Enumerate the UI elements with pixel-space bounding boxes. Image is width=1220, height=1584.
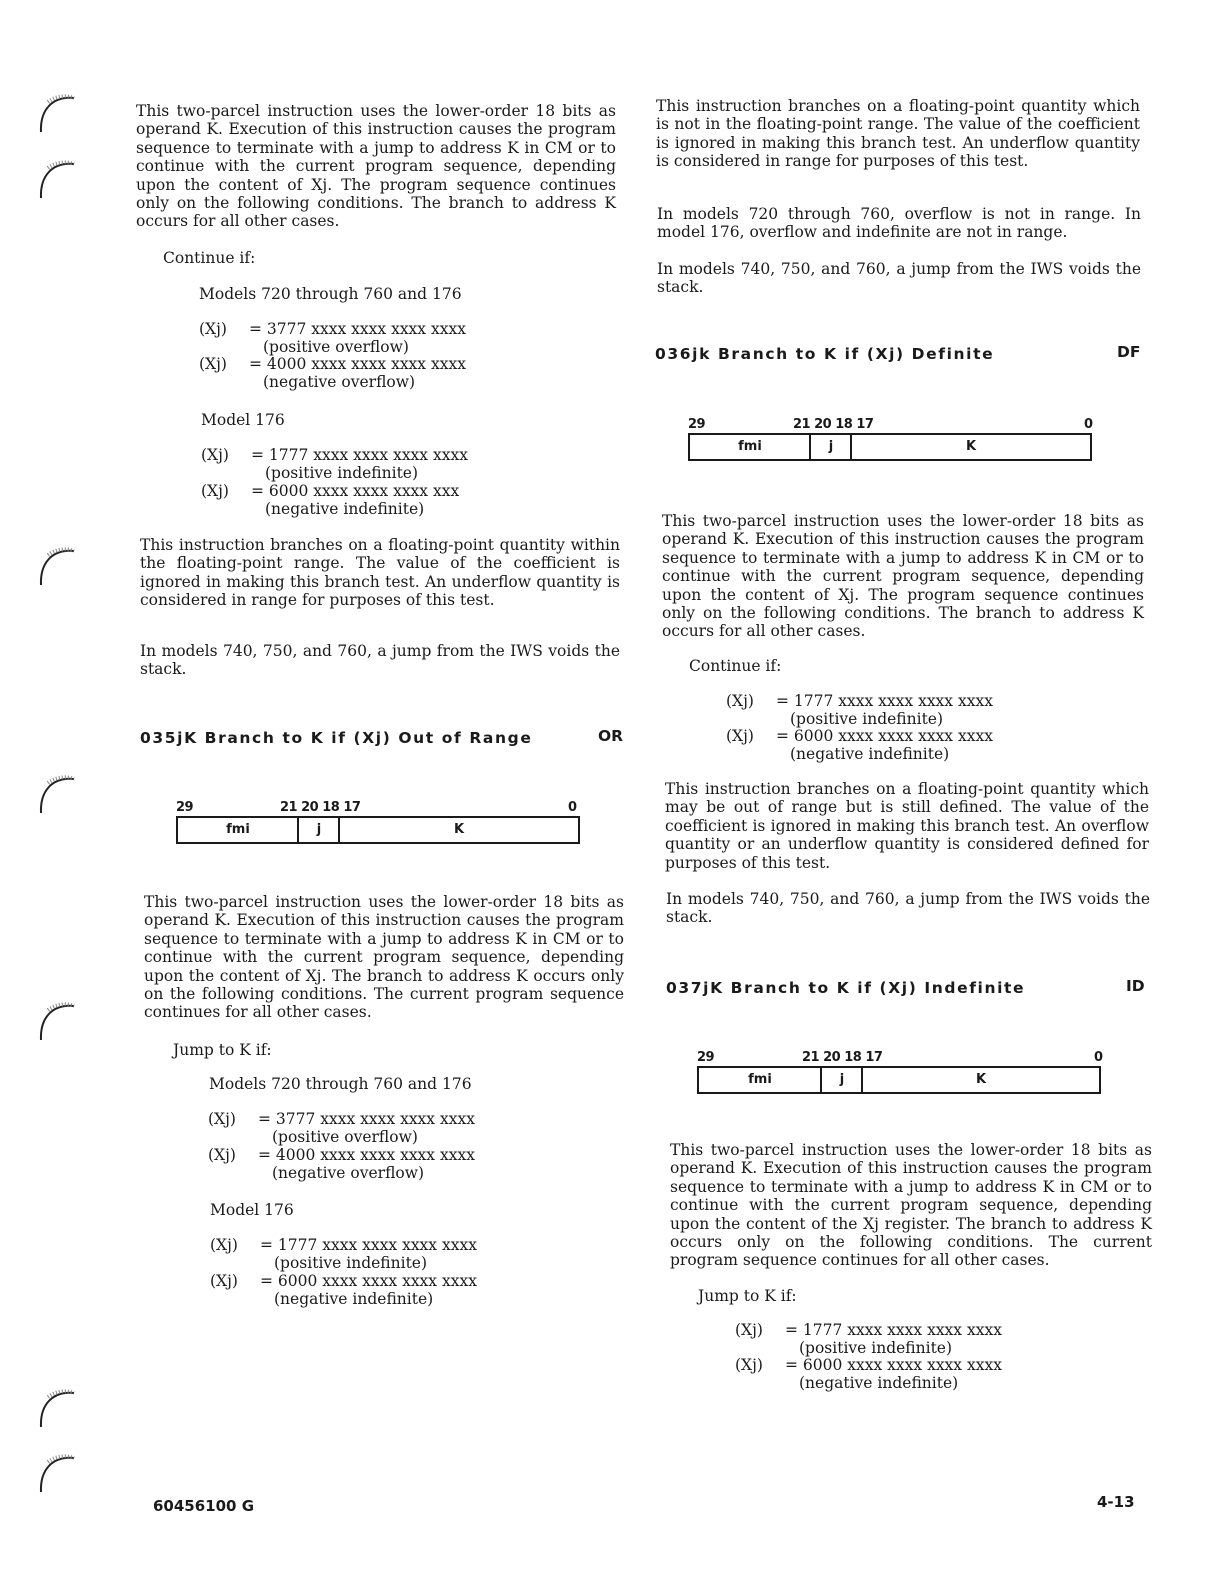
instruction-format-diagram	[688, 417, 1092, 465]
bit-label: 0	[1094, 1050, 1103, 1065]
section-heading: 037jK Branch to K if (Xj) Indefinite	[666, 979, 1026, 997]
continue-if-label: Continue if:	[163, 249, 256, 267]
mnemonic-code: ID	[1126, 977, 1145, 995]
jump-if-label: Jump to K if:	[698, 1287, 797, 1305]
condition-note: (positive indefinite)	[274, 1253, 428, 1272]
binder-hole-mark	[38, 158, 78, 200]
xj-label: (Xj)	[208, 1110, 236, 1128]
document-number: 60456100 G	[153, 1497, 255, 1515]
paragraph: This instruction branches on a floating-point quantity which may be out of range but is still defined. The value of the coefficient is ignored in making this branch test. An overflow quantity or an underflow quantity is considered defined for purposes of this test.	[665, 780, 1149, 872]
condition-value: = 6000 xxxx xxxx xxxx xxxx	[785, 1356, 1002, 1374]
xj-label: (Xj)	[199, 320, 227, 338]
jump-if-label: Jump to K if:	[173, 1041, 272, 1059]
binder-hole-mark	[38, 1000, 78, 1042]
model-label: Model 176	[210, 1201, 294, 1219]
k-field: K	[965, 439, 977, 454]
xj-label: (Xj)	[199, 355, 227, 373]
bit-label: 29	[697, 1050, 715, 1065]
condition-note: (negative indefinite)	[265, 499, 425, 518]
xj-label: (Xj)	[201, 482, 229, 500]
format-box	[176, 816, 580, 844]
models-label: Models 720 through 760 and 176	[199, 285, 462, 303]
j-field: j	[839, 1072, 845, 1087]
condition-note: (negative indefinite)	[799, 1373, 959, 1392]
format-box	[688, 433, 1092, 461]
xj-label: (Xj)	[210, 1272, 238, 1290]
j-field: j	[828, 439, 834, 454]
binder-hole-mark	[38, 1387, 78, 1429]
j-field: j	[316, 822, 322, 837]
condition-note: (negative overflow)	[272, 1163, 425, 1182]
xj-label: (Xj)	[201, 446, 229, 464]
k-field: K	[975, 1072, 987, 1087]
bit-label: 29	[176, 800, 194, 815]
paragraph: In models 740, 750, and 760, a jump from the IWS voids the stack.	[666, 890, 1150, 927]
bit-label: 21 20 18 17	[280, 800, 361, 815]
condition-note: (negative indefinite)	[790, 744, 950, 763]
instruction-format-diagram	[176, 800, 580, 848]
paragraph: In models 740, 750, and 760, a jump from the IWS voids the stack.	[140, 642, 620, 679]
paragraph: This two-parcel instruction uses the lower-order 18 bits as operand K. Execution of this instruction causes the program sequence to terminate with a jump to address K in CM or to continue with the current program sequence, depending upon the content of the Xj register. The branch to address K occurs only on the following conditions. The current program sequence continues for all other cases.	[670, 1141, 1152, 1270]
condition-value: = 4000 xxxx xxxx xxxx xxxx	[258, 1146, 475, 1164]
binder-hole-mark	[38, 1452, 78, 1494]
condition-note: (positive indefinite)	[799, 1338, 953, 1357]
bit-label: 29	[688, 417, 706, 432]
model-label: Model 176	[201, 411, 285, 429]
section-heading: 035jK Branch to K if (Xj) Out of Range	[140, 729, 533, 747]
condition-value: = 6000 xxxx xxxx xxxx xxx	[251, 482, 460, 500]
condition-note: (positive overflow)	[272, 1127, 418, 1146]
condition-value: = 3777 xxxx xxxx xxxx xxxx	[258, 1110, 475, 1128]
condition-note: (positive overflow)	[263, 337, 409, 356]
fmi-field: fmi	[226, 822, 250, 837]
section-heading: 036jk Branch to K if (Xj) Definite	[655, 345, 995, 363]
paragraph: This two-parcel instruction uses the lower-order 18 bits as operand K. Execution of this instruction causes the program sequence to terminate with a jump to address K in CM or to continue with the current program sequence, depending upon the content of Xj. The branch to address K occurs only on the following conditions. The current program sequence continues for all other cases.	[144, 893, 624, 1022]
condition-value: = 3777 xxxx xxxx xxxx xxxx	[249, 320, 466, 338]
condition-note: (positive indefinite)	[265, 463, 419, 482]
condition-note: (negative overflow)	[263, 372, 416, 391]
condition-note: (positive indefinite)	[790, 709, 944, 728]
bit-label: 0	[1084, 417, 1093, 432]
models-label: Models 720 through 760 and 176	[209, 1075, 472, 1093]
bit-label: 0	[568, 800, 577, 815]
binder-hole-mark	[38, 545, 78, 587]
paragraph: This two-parcel instruction uses the lower-order 18 bits as operand K. Execution of this instruction causes the program sequence to terminate with a jump to address K in CM or to continue with the current program sequence, depending upon the content of Xj. The program sequence continues only on the following conditions. The branch to address K occurs for all other cases.	[662, 512, 1144, 641]
condition-value: = 1777 xxxx xxxx xxxx xxxx	[776, 692, 993, 710]
condition-value: = 4000 xxxx xxxx xxxx xxxx	[249, 355, 466, 373]
continue-if-label: Continue if:	[689, 657, 782, 675]
xj-label: (Xj)	[726, 727, 754, 745]
paragraph: This instruction branches on a floating-point quantity within the floating-point range. The value of the coefficient is ignored in making this branch test. An underflow quantity is considered in range for purposes of this test.	[140, 536, 620, 610]
binder-hole-mark	[38, 92, 78, 134]
xj-label: (Xj)	[210, 1236, 238, 1254]
xj-label: (Xj)	[726, 692, 754, 710]
fmi-field: fmi	[748, 1072, 772, 1087]
xj-label: (Xj)	[208, 1146, 236, 1164]
k-field: K	[453, 822, 465, 837]
format-box	[697, 1066, 1101, 1094]
condition-note: (negative indefinite)	[274, 1289, 434, 1308]
paragraph: This two-parcel instruction uses the lower-order 18 bits as operand K. Execution of this instruction causes the program sequence to terminate with a jump to address K in CM or to continue with the current program sequence, depending upon the content of Xj. The program sequence continues only on the following conditions. The branch to address K occurs for all other cases.	[136, 102, 616, 231]
xj-label: (Xj)	[735, 1321, 763, 1339]
bit-label: 21 20 18 17	[802, 1050, 883, 1065]
page-number: 4-13	[1097, 1493, 1135, 1511]
condition-value: = 1777 xxxx xxxx xxxx xxxx	[785, 1321, 1002, 1339]
mnemonic-code: DF	[1117, 343, 1141, 361]
paragraph: This instruction branches on a floating-point quantity which is not in the floating-point range. The value of the coefficient is ignored in making this branch test. An underflow quantity is considered in range for purposes of this test.	[656, 97, 1140, 171]
mnemonic-code: OR	[598, 727, 624, 745]
fmi-field: fmi	[738, 439, 762, 454]
instruction-format-diagram	[697, 1050, 1101, 1098]
binder-hole-mark	[38, 773, 78, 815]
paragraph: In models 740, 750, and 760, a jump from the IWS voids the stack.	[657, 260, 1141, 297]
condition-value: = 1777 xxxx xxxx xxxx xxxx	[251, 446, 468, 464]
condition-value: = 6000 xxxx xxxx xxxx xxxx	[260, 1272, 477, 1290]
condition-value: = 1777 xxxx xxxx xxxx xxxx	[260, 1236, 477, 1254]
xj-label: (Xj)	[735, 1356, 763, 1374]
bit-label: 21 20 18 17	[793, 417, 874, 432]
condition-value: = 6000 xxxx xxxx xxxx xxxx	[776, 727, 993, 745]
paragraph: In models 720 through 760, overflow is not in range. In model 176, overflow and indefinite are not in range.	[657, 205, 1141, 242]
